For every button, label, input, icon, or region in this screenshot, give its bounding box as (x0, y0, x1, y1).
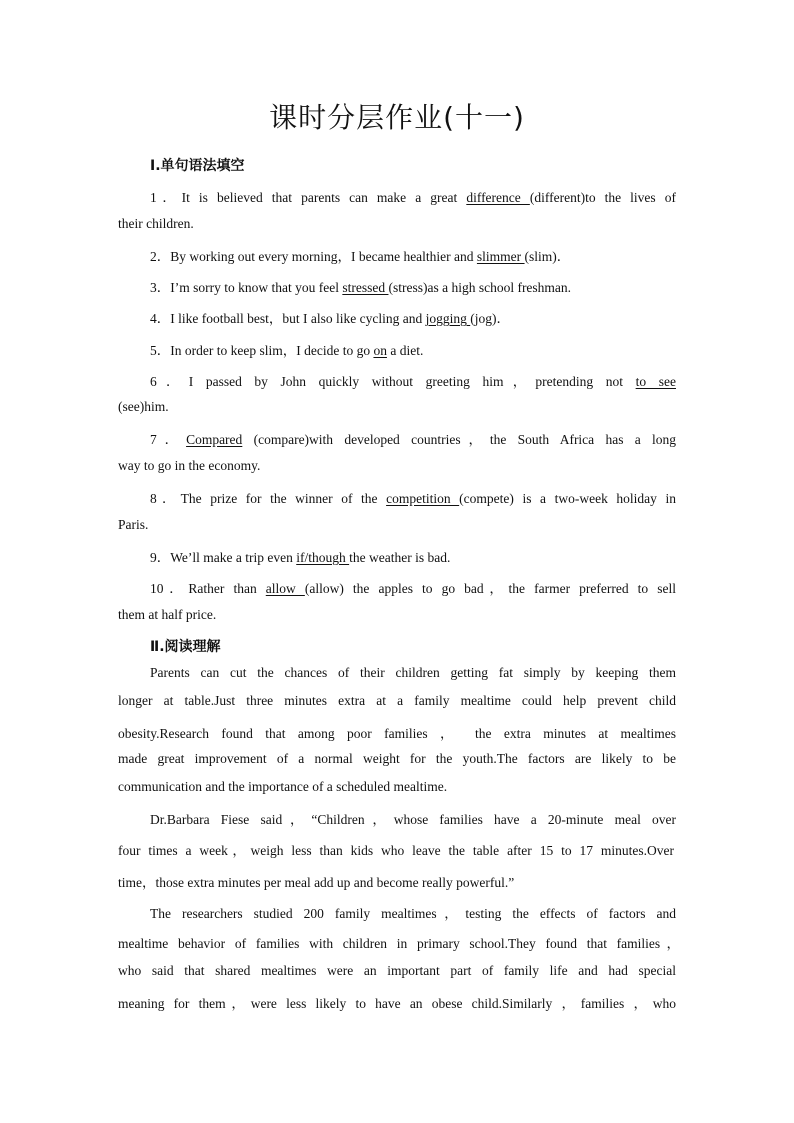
reading-p1-line: Parents can cut the chances of their children getting fat simply by keeping them (150, 665, 676, 680)
reading-p2-line: time，those extra minutes per meal add up and become really powerful.” (118, 875, 515, 890)
grammar-item-10: 10．Rather than allow (allow) the apples to go bad，the farmer preferred to sell (150, 581, 676, 596)
answer-4: jogging (425, 311, 471, 326)
grammar-item-1: 1．It is believed that parents can make a great difference (different)to the lives of (150, 190, 676, 205)
answer-5: on (373, 343, 387, 358)
grammar-item-6: 6．I passed by John quickly without greeting him，pretending not to see (150, 374, 676, 389)
reading-p1-line: communication and the importance of a scheduled mealtime. (118, 779, 448, 794)
reading-p1-line: longer at table.Just three minutes extra at a family mealtime could help prevent child (118, 693, 676, 708)
answer-2: slimmer (476, 249, 525, 264)
page-title: 课时分层作业(十一) (269, 101, 525, 134)
grammar-item-10-cont: them at half price. (118, 607, 217, 622)
answer-9: if/though (296, 550, 350, 565)
grammar-item-1-cont: their children. (118, 216, 194, 231)
answer-8: competition (386, 491, 460, 506)
reading-p3-line: mealtime behavior of families with children in primary school.They found that families， (118, 936, 680, 951)
reading-p3-line: meaning for them，were less likely to have an obese child.Similarly ，families ，who (118, 996, 676, 1011)
section-heading-reading: Ⅱ.阅读理解 (150, 639, 221, 655)
grammar-item-8: 8．The prize for the winner of the competition (compete) is a two-week holiday in (150, 491, 676, 506)
answer-6: to see (635, 374, 676, 389)
grammar-item-3: 3．I’m sorry to know that you feel stressed (stress)as a high school freshman. (150, 280, 572, 295)
grammar-item-7: 7．Compared (compare)with developed countries，the South Africa has a long (150, 432, 676, 447)
section-heading-grammar: Ⅰ.单句语法填空 (150, 158, 245, 174)
grammar-item-5: 5．In order to keep slim，I decide to go on a diet. (150, 343, 424, 358)
answer-1: difference (466, 190, 530, 205)
grammar-item-4: 4．I like football best，but I also like cycling and jogging (jog)． (150, 311, 510, 326)
reading-p3-line: The researchers studied 200 family mealtimes，testing the effects of factors and (150, 906, 676, 921)
grammar-item-6-cont: (see)him. (118, 399, 169, 414)
reading-p1-line: obesity.Research found that among poor families ， the extra minutes at mealtimes (118, 726, 676, 741)
reading-p2-line: Dr.Barbara Fiese said，“Children，whose families have a 20-minute meal over (150, 812, 676, 827)
grammar-item-2: 2．By working out every morning，I became healthier and slimmer (slim)． (150, 249, 571, 264)
answer-7: Compared (186, 432, 243, 447)
grammar-item-9: 9．We’ll make a trip even if/though the weather is bad. (150, 550, 451, 565)
grammar-item-7-cont: way to go in the economy. (118, 458, 261, 473)
reading-p3-line: who said that shared mealtimes were an important part of family life and had special (118, 963, 676, 978)
answer-3: stressed (342, 280, 389, 295)
reading-p2-line: four times a week，weigh less than kids who leave the table after 15 to 17 minutes.Over (118, 843, 674, 858)
grammar-item-8-cont: Paris. (118, 517, 149, 532)
reading-p1-line: made great improvement of a normal weight for the youth.The factors are likely to be (118, 751, 676, 766)
answer-10: allow (265, 581, 305, 596)
